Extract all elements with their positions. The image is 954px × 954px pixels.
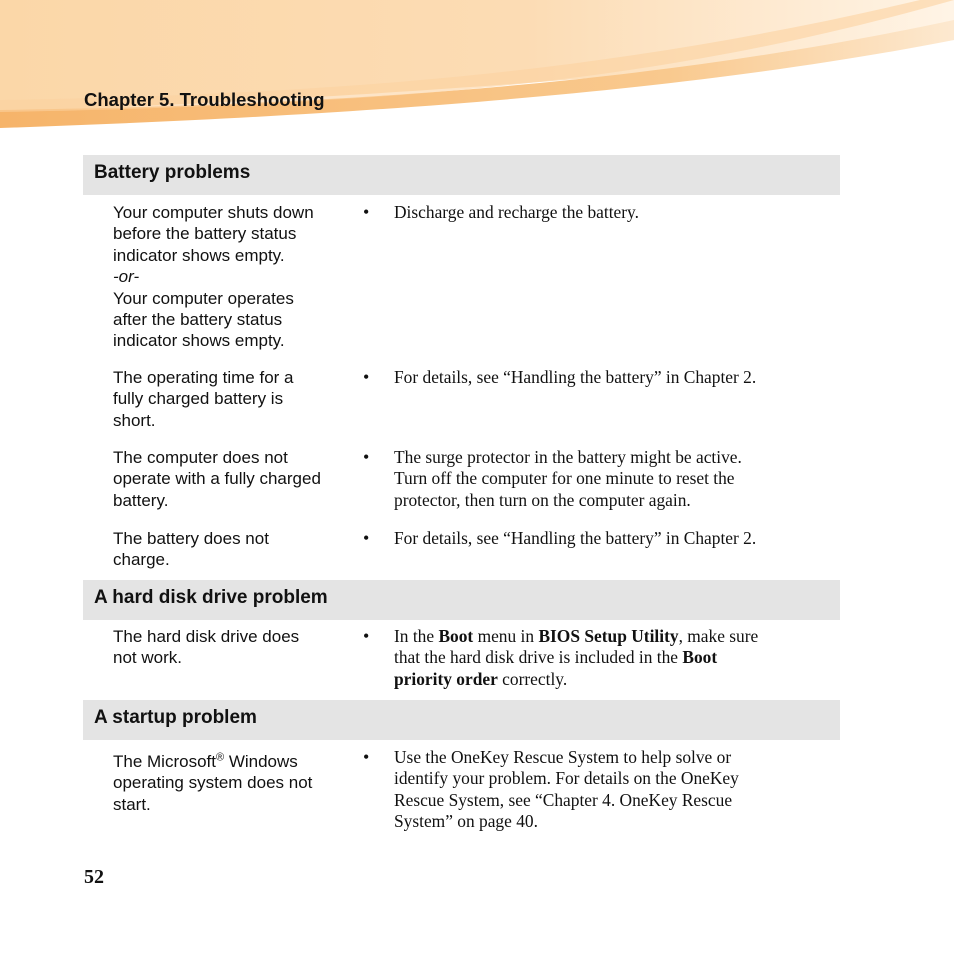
problem-line: charge.: [113, 550, 170, 570]
problem-description: [113, 202, 348, 352]
problem-line: start.: [113, 794, 151, 814]
problem-description: [113, 626, 348, 669]
bullet-icon: •: [363, 202, 370, 222]
problem-line: short.: [113, 410, 156, 430]
chapter-title: Chapter 5. Troubleshooting: [84, 89, 325, 110]
solution-text: [394, 626, 834, 690]
text-run: that the hard disk drive is included in the: [394, 647, 683, 668]
registered-mark: ®: [215, 751, 225, 764]
problem-line: [113, 751, 348, 772]
utility-name-bios: BIOS Setup Utility: [538, 626, 679, 646]
solution-line: Discharge and recharge the battery.: [394, 202, 639, 222]
problem-line: operating system does not: [113, 773, 313, 793]
section-header-hard-disk: [83, 580, 840, 620]
text-run: correctly.: [497, 668, 568, 689]
solution-line: For details, see “Handling the battery” in Chapter 2.: [394, 528, 757, 548]
solution-text: [394, 447, 834, 511]
problem-line: not work.: [113, 648, 182, 668]
menu-name-boot: Boot: [438, 626, 474, 646]
solution-line: Rescue System, see “Chapter 4. OneKey Rescue: [394, 789, 733, 810]
bullet-icon: •: [363, 367, 370, 387]
problem-description: [113, 751, 348, 815]
section-title: A hard disk drive problem: [94, 587, 328, 608]
text-run: In the: [394, 626, 439, 646]
problem-description: [113, 367, 348, 431]
bullet-icon: •: [363, 626, 370, 646]
text-run: , make sure: [678, 626, 759, 646]
bullet-icon: •: [363, 447, 370, 467]
solution-text: [394, 202, 834, 223]
solution-text: [394, 367, 834, 388]
bullet-icon: •: [363, 747, 370, 767]
text-run: Windows: [224, 752, 298, 771]
bullet-icon: •: [363, 528, 370, 548]
solution-line: System” on page 40.: [394, 811, 538, 832]
text-run: The Microsoft: [113, 752, 216, 771]
problem-line: after the battery status: [113, 310, 283, 330]
section-title: A startup problem: [94, 707, 257, 728]
solution-line: Use the OneKey Rescue System to help solve or: [394, 747, 732, 767]
solution-line: For details, see “Handling the battery” in Chapter 2.: [394, 367, 757, 387]
problem-description: [113, 528, 348, 571]
problem-line: operate with a fully charged: [113, 469, 321, 489]
problem-line: before the battery status: [113, 224, 297, 244]
problem-line: Your computer operates: [113, 288, 294, 308]
problem-line: The hard disk drive does: [113, 627, 300, 646]
problem-description: [113, 447, 348, 511]
section-title: Battery problems: [94, 162, 251, 183]
section-header-startup: [83, 700, 840, 740]
solution-text: [394, 528, 834, 549]
page-number: 52: [84, 866, 104, 888]
solution-text: [394, 747, 834, 833]
text-run: menu in: [473, 626, 539, 646]
solution-line: [394, 669, 834, 690]
problem-line: indicator shows empty.: [113, 245, 285, 265]
problem-line: Your computer shuts down: [113, 203, 314, 222]
problem-line-or: -or-: [113, 267, 140, 287]
section-header-battery: [83, 155, 840, 195]
setting-name-priority-order: priority order: [394, 668, 498, 689]
problem-line: battery.: [113, 490, 169, 510]
problem-line: The operating time for a: [113, 368, 294, 387]
solution-line: protector, then turn on the computer again.: [394, 489, 691, 510]
problem-line: The battery does not: [113, 529, 269, 548]
problem-line: fully charged battery is: [113, 389, 284, 409]
solution-line: [394, 626, 834, 647]
solution-line: The surge protector in the battery might be active.: [394, 447, 742, 467]
problem-line: The computer does not: [113, 448, 288, 467]
problem-line: indicator shows empty.: [113, 331, 285, 351]
menu-name-boot: Boot: [682, 647, 718, 668]
solution-line: identify your problem. For details on the OneKey: [394, 768, 739, 789]
solution-line: [394, 647, 834, 668]
solution-line: Turn off the computer for one minute to reset the: [394, 468, 735, 489]
